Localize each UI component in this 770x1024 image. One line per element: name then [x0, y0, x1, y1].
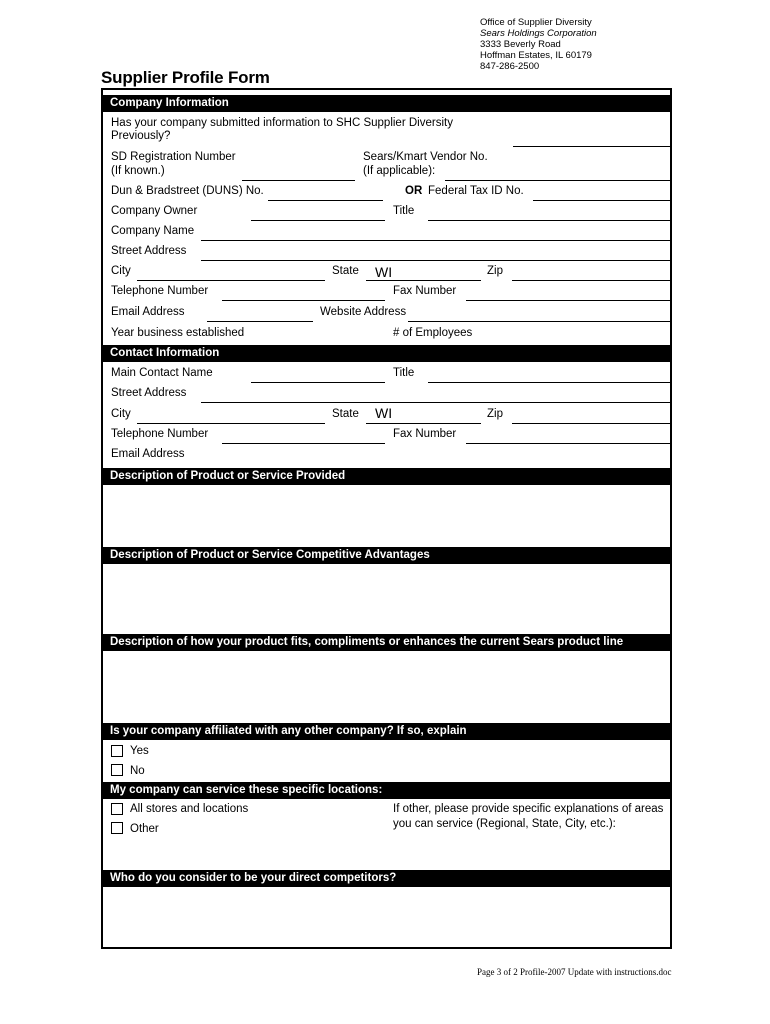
other-note-line1: If other, please provide specific explanations of areas — [393, 803, 664, 815]
vendor-number-field[interactable] — [445, 180, 670, 181]
address-line-4: Hoffman Estates, IL 60179 — [480, 50, 592, 61]
owner-title-label: Title — [393, 205, 415, 217]
no-checkbox[interactable] — [111, 764, 123, 776]
no-label: No — [130, 765, 145, 777]
sd-registration-note: (If known.) — [111, 165, 165, 177]
contact-telephone-label: Telephone Number — [111, 428, 209, 440]
page-footer: Page 3 of 2 Profile-2007 Update with instructions.doc — [477, 967, 672, 977]
all-stores-label: All stores and locations — [130, 803, 249, 815]
city-label: City — [111, 265, 131, 277]
advantages-area[interactable] — [103, 564, 670, 634]
owner-title-field[interactable] — [428, 220, 670, 221]
contact-title-field[interactable] — [428, 382, 670, 383]
product-description-header: Description of Product or Service Provided — [103, 468, 670, 485]
sd-registration-field[interactable] — [242, 180, 355, 181]
website-field[interactable] — [408, 321, 670, 322]
website-label: Website Address — [320, 306, 407, 318]
company-owner-label: Company Owner — [111, 205, 198, 217]
yes-label: Yes — [130, 745, 149, 757]
other-label: Other — [130, 823, 159, 835]
street-address-label: Street Address — [111, 245, 187, 257]
company-name-field[interactable] — [201, 240, 670, 241]
contact-title-label: Title — [393, 367, 415, 379]
advantages-header: Description of Product or Service Competitive Advantages — [103, 547, 670, 564]
service-locations-header: My company can service these specific locations: — [103, 782, 670, 799]
all-stores-checkbox[interactable] — [111, 803, 123, 815]
tax-id-label: Federal Tax ID No. — [428, 185, 524, 197]
sd-registration-label: SD Registration Number — [111, 151, 236, 163]
other-checkbox[interactable] — [111, 822, 123, 834]
zip-label: Zip — [487, 265, 503, 277]
vendor-number-note: (If applicable): — [363, 165, 436, 177]
contact-state-label: State — [332, 408, 359, 420]
email-field[interactable] — [207, 321, 313, 322]
company-name-label: Company Name — [111, 225, 195, 237]
address-block — [480, 17, 597, 72]
vendor-number-label: Sears/Kmart Vendor No. — [363, 151, 488, 163]
yes-checkbox[interactable] — [111, 745, 123, 757]
email-label: Email Address — [111, 306, 185, 318]
address-line-2: Sears Holdings Corporation — [480, 28, 597, 39]
main-contact-label: Main Contact Name — [111, 367, 213, 379]
fax-field[interactable] — [466, 300, 670, 301]
submitted-field[interactable] — [513, 146, 670, 147]
telephone-field[interactable] — [222, 300, 385, 301]
state-value: WI — [375, 264, 393, 280]
city-field[interactable] — [137, 280, 325, 281]
contact-fax-field[interactable] — [466, 443, 670, 444]
contact-zip-label: Zip — [487, 408, 503, 420]
contact-zip-field[interactable] — [512, 423, 670, 424]
competitors-area[interactable] — [103, 887, 670, 947]
address-line-3: 3333 Beverly Road — [480, 39, 561, 50]
state-field[interactable] — [366, 280, 481, 281]
employees-label: # of Employees — [393, 327, 473, 339]
contact-state-value: WI — [375, 405, 393, 421]
duns-field[interactable] — [268, 200, 383, 201]
contact-city-field[interactable] — [137, 423, 325, 424]
other-note-line2: you can service (Regional, State, City, etc.): — [393, 818, 616, 830]
form-title: Supplier Profile Form — [101, 68, 270, 87]
contact-state-field[interactable] — [366, 423, 481, 424]
affiliation-header: Is your company affiliated with any other company? If so, explain — [103, 723, 670, 740]
company-info-header: Company Information — [103, 95, 670, 112]
company-owner-field[interactable] — [251, 220, 385, 221]
state-label: State — [332, 265, 359, 277]
supplier-profile-form — [101, 88, 672, 949]
year-established-label: Year business established — [111, 327, 245, 339]
contact-fax-label: Fax Number — [393, 428, 457, 440]
contact-info-header: Contact Information — [103, 345, 670, 362]
address-line-1: Office of Supplier Diversity — [480, 17, 592, 28]
zip-field[interactable] — [512, 280, 670, 281]
main-contact-field[interactable] — [251, 382, 385, 383]
duns-label: Dun & Bradstreet (DUNS) No. — [111, 185, 264, 197]
submitted-question-line2: Previously? — [111, 130, 171, 142]
competitors-header: Who do you consider to be your direct competitors? — [103, 870, 670, 887]
product-fit-area[interactable] — [103, 651, 670, 723]
contact-telephone-field[interactable] — [222, 443, 385, 444]
fax-label: Fax Number — [393, 285, 457, 297]
street-address-field[interactable] — [201, 260, 670, 261]
contact-street-field[interactable] — [201, 402, 670, 403]
contact-email-label: Email Address — [111, 448, 185, 460]
tax-id-field[interactable] — [533, 200, 670, 201]
telephone-label: Telephone Number — [111, 285, 209, 297]
product-fit-header: Description of how your product fits, compliments or enhances the current Sears product line — [103, 634, 670, 651]
or-label: OR — [405, 185, 423, 197]
submitted-question-line1: Has your company submitted information to SHC Supplier Diversity — [111, 117, 453, 129]
product-description-area[interactable] — [103, 485, 670, 547]
contact-street-label: Street Address — [111, 387, 187, 399]
address-phone: 847-286-2500 — [480, 61, 540, 72]
contact-city-label: City — [111, 408, 131, 420]
